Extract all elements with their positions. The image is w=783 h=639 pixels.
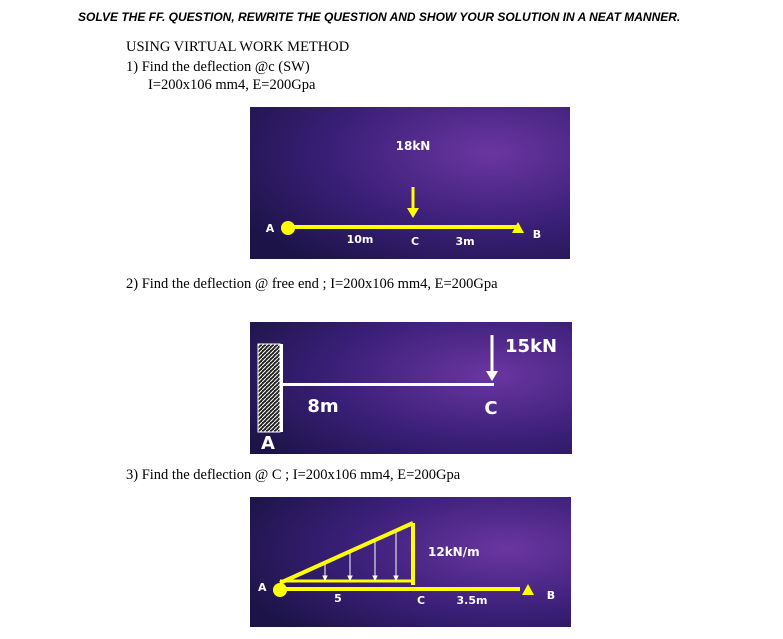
span-8m: 8m — [307, 396, 339, 417]
beam-3 — [280, 587, 520, 591]
label-a: A — [258, 581, 267, 594]
question-3-text: 3) Find the deflection @ C ; I=200x106 mm4, E=200Gpa — [126, 467, 461, 483]
load-label-12kn-per-m: 12kN/m — [428, 545, 480, 559]
span-3-5m: 3.5m — [456, 594, 488, 607]
wall-face — [280, 344, 283, 432]
load-label-18kn: 18kN — [395, 139, 431, 153]
span-10m: 10m — [346, 233, 374, 246]
label-c: C — [410, 235, 420, 248]
question-1-properties: I=200x106 mm4, E=200Gpa — [148, 77, 316, 93]
label-b: B — [532, 228, 542, 241]
label-b: B — [546, 589, 556, 602]
diagram-1-simply-supported-beam — [250, 107, 570, 259]
pin-support-a — [281, 221, 295, 235]
beam-2 — [283, 383, 494, 386]
method-title: USING VIRTUAL WORK METHOD — [126, 39, 350, 55]
label-c: C — [416, 594, 426, 607]
beam-1 — [288, 225, 518, 229]
label-a: A — [265, 222, 275, 235]
instruction-heading: SOLVE THE FF. QUESTION, REWRITE THE QUESTION AND SHOW YOUR SOLUTION IN A NEAT MANNER. — [78, 10, 681, 24]
span-5: 5 — [334, 592, 342, 605]
question-2-text: 2) Find the deflection @ free end ; I=200x106 mm4, E=200Gpa — [126, 276, 498, 292]
question-1-text: 1) Find the deflection @c (SW) — [126, 59, 310, 75]
span-3m: 3m — [455, 235, 475, 248]
diagram-2-cantilever-beam — [250, 322, 572, 454]
pin-support-a — [273, 583, 287, 597]
diagram-3-distributed-load-beam — [250, 497, 571, 627]
load-label-15kn: 15kN — [505, 336, 558, 357]
fixed-support-wall — [258, 344, 280, 432]
label-a: A — [261, 433, 275, 454]
label-c: C — [484, 398, 498, 419]
